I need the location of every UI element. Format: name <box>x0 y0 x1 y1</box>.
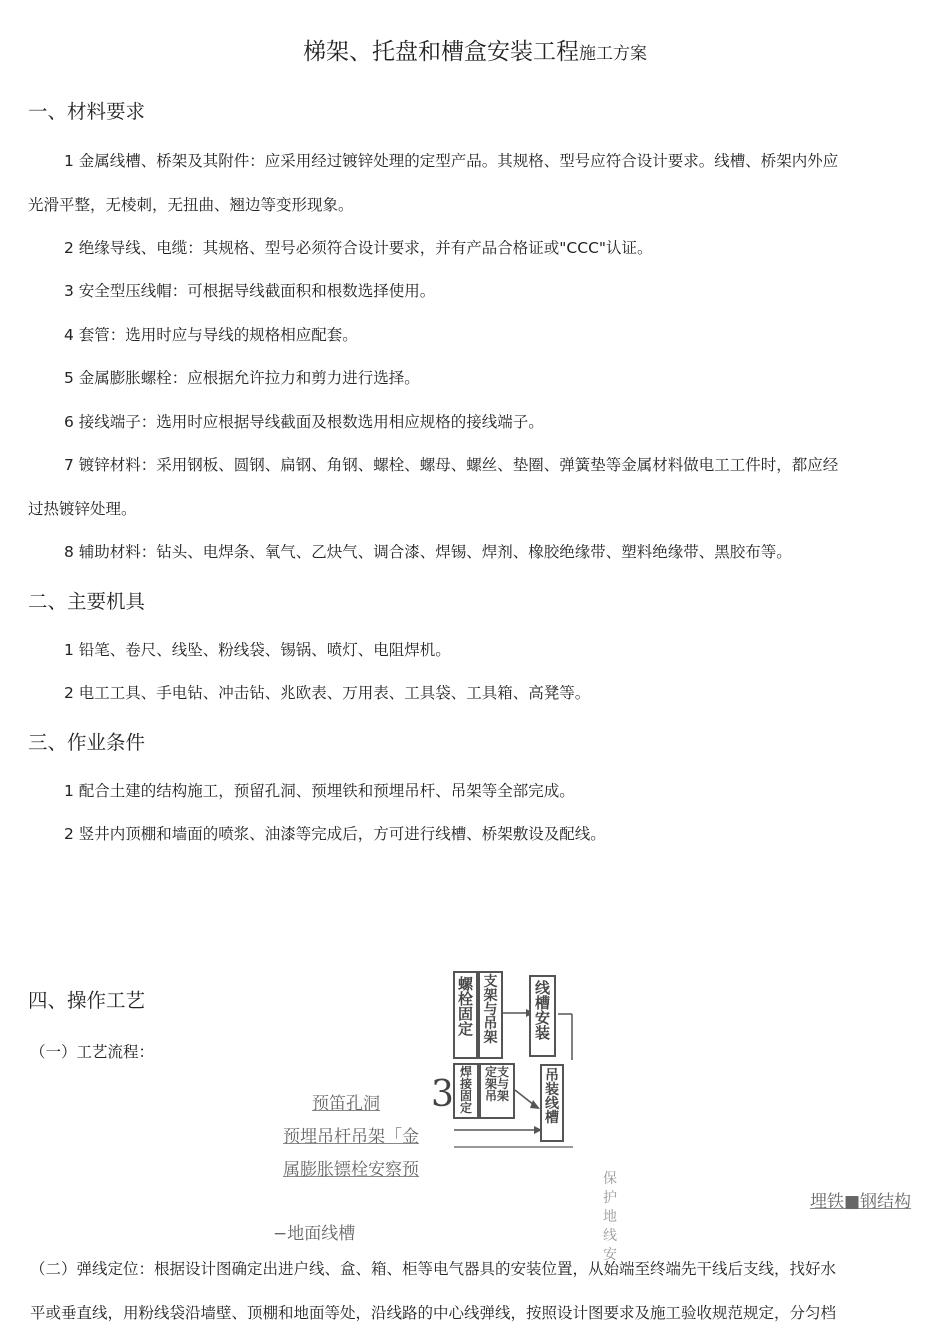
arrow-icon <box>530 1100 540 1109</box>
flow-label-floor-trough: −地面线槽 <box>273 1224 356 1244</box>
flow-box-weld-fix <box>453 1063 479 1119</box>
material-4-text: 4 套管：选用时应与导线的规格相应配套。 <box>64 326 358 344</box>
document-title <box>0 33 950 66</box>
subheading-process-flow: （一）工艺流程： <box>30 1043 155 1061</box>
flow-box-weld-fix-label: 焊接固定 <box>459 1065 472 1115</box>
material-6-text: 6 接线端子：选用时应根据导线截面及根数选用相应规格的接线端子。 <box>64 413 544 431</box>
material-7-line1: 7 镀锌材料：采用钢板、圆钢、扁钢、角钢、螺栓、螺母、螺丝、垫圈、弹簧垫等金属材料做电工工件时，都应经 <box>64 456 839 474</box>
snap-line-line1: （二）弹线定位：根据设计图确定出进户线、盒、箱、柜等电气器具的安装位置，从始端至终端先干线后支线，找好水 <box>30 1260 837 1278</box>
flow-step-number: 3 <box>431 1074 454 1115</box>
flow-box-bracket-label: 支架与吊架 <box>483 974 498 1046</box>
flow-label-steel-structure: 埋铁■钢结构 <box>810 1192 912 1212</box>
flow-box-bolt-fix-label: 螺栓固定 <box>457 975 473 1038</box>
tools-1-text: 1 铅笔、卷尺、线坠、粉线袋、锡锅、喷灯、电阻焊机。 <box>64 641 451 659</box>
flow-box-bracket <box>478 971 503 1059</box>
flow-label-ground-wire: 保护地线安 <box>603 1171 617 1263</box>
flow-box-hoist-trough <box>540 1064 564 1142</box>
flow-box-hoist-trough-label: 吊装线槽 <box>545 1068 559 1126</box>
flow-label-reserve-hole: 预笛孔洞 <box>312 1094 380 1114</box>
material-7-line2: 过热镀锌处理。 <box>28 500 137 518</box>
paragraph-snap-line <box>30 1247 930 1335</box>
flow-box-bolt-fix <box>453 971 478 1059</box>
paragraph-tools-2 <box>28 671 928 715</box>
flow-box-trough-install <box>529 975 556 1057</box>
paragraph-tools-1 <box>28 628 928 672</box>
flow-box-fixed-bracket <box>479 1063 515 1119</box>
section-heading-process: 四、操作工艺 <box>28 989 146 1012</box>
material-1-line1: 1 金属线槽、桥架及其附件：应采用经过镀锌处理的定型产品。其规格、型号应符合设计要求。线槽、桥架内外应 <box>64 152 839 170</box>
paragraph-conditions-2 <box>28 812 928 856</box>
section-heading-tools: 二、主要机具 <box>28 590 146 613</box>
flow-label-expansion-bolt: 属膨胀镖栓安察预 <box>283 1160 419 1180</box>
material-2-text: 2 绝缘导线、电缆：其规格、型号必须符合设计要求，并有产品合格证或"CCC"认证。 <box>64 239 653 257</box>
material-8-text: 8 辅助材料：钻头、电焊条、氧气、乙炔气、调合漆、焊锡、焊剂、橡胶绝缘带、塑料绝缘带、黑胶布等。 <box>64 543 792 561</box>
paragraph-material-2 <box>28 226 928 270</box>
flow-label-embed-hanger: 预埋吊杆吊架「金 <box>283 1127 419 1147</box>
flow-box-fixed-bracket-label: 定支架与吊架 <box>484 1065 509 1103</box>
section-heading-conditions: 三、作业条件 <box>28 731 146 754</box>
paragraph-conditions-1 <box>28 769 928 813</box>
paragraph-material-8 <box>28 530 928 574</box>
section-heading-materials: 一、材料要求 <box>28 100 146 123</box>
paragraph-material-4 <box>28 313 928 357</box>
material-1-line2: 光滑平整，无棱刺，无扭曲、翘边等变形现象。 <box>28 196 354 214</box>
snap-line-line2: 平或垂直线，用粉线袋沿墙壁、顶棚和地面等处，沿线路的中心线弹线，按照设计图要求及施工验收规范规定，分匀档 <box>30 1304 837 1322</box>
paragraph-material-1 <box>28 139 928 227</box>
title-main: 梯架、托盘和槽盒安装工程 <box>303 39 579 65</box>
tools-2-text: 2 电工工具、手电钻、冲击钻、兆欧表、万用表、工具袋、工具箱、高凳等。 <box>64 684 591 702</box>
paragraph-material-5 <box>28 356 928 400</box>
conditions-2-text: 2 竖井内顶棚和墙面的喷浆、油漆等完成后，方可进行线槽、桥架敷设及配线。 <box>64 825 606 843</box>
conditions-1-text: 1 配合土建的结构施工，预留孔洞、预埋铁和预埋吊杆、吊架等全部完成。 <box>64 782 575 800</box>
material-3-text: 3 安全型压线帽：可根据导线截面积和根数选择使用。 <box>64 282 436 300</box>
flow-box-trough-install-label: 线槽安装 <box>534 979 550 1042</box>
paragraph-material-3 <box>28 269 928 313</box>
paragraph-material-7 <box>28 443 928 531</box>
paragraph-material-6 <box>28 400 928 444</box>
title-sub: 施工方案 <box>579 44 647 64</box>
material-5-text: 5 金属膨胀螺栓：应根据允许拉力和剪力进行选择。 <box>64 369 420 387</box>
